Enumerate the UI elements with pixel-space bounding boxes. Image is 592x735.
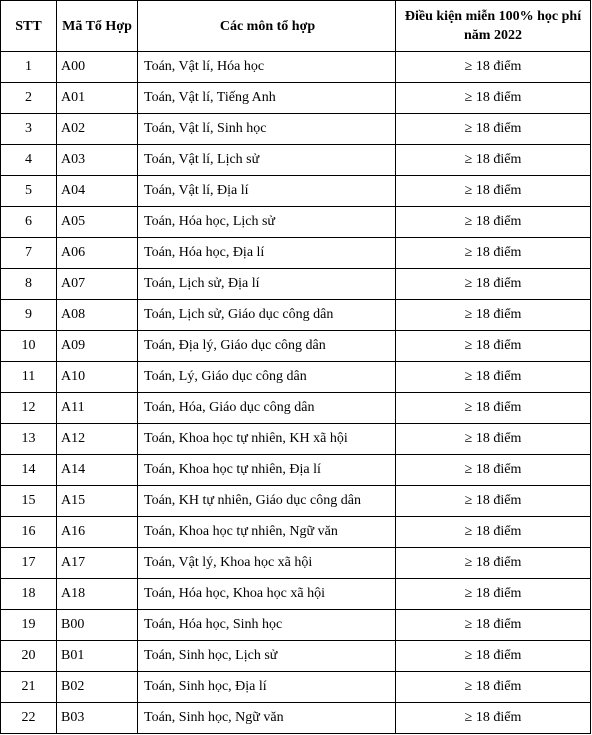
table-row [1, 114, 591, 145]
cell-subjects: Toán, Hóa học, Khoa học xã hội [138, 579, 396, 610]
header-subjects: Các môn tổ hợp [138, 1, 396, 52]
cell-condition: ≥ 18 điểm [396, 703, 591, 734]
cell-subjects: Toán, Lịch sử, Giáo dục công dân [138, 300, 396, 331]
cell-condition: ≥ 18 điểm [396, 393, 591, 424]
cell-stt: 21 [1, 672, 57, 703]
cell-stt: 7 [1, 238, 57, 269]
cell-code: A03 [57, 145, 138, 176]
cell-subjects: Toán, Vật lí, Sinh học [138, 114, 396, 145]
cell-condition: ≥ 18 điểm [396, 579, 591, 610]
cell-code: A04 [57, 176, 138, 207]
cell-condition: ≥ 18 điểm [396, 176, 591, 207]
header-code: Mã Tổ Hợp [57, 1, 138, 52]
table-row [1, 331, 591, 362]
table-row [1, 703, 591, 734]
table-row [1, 393, 591, 424]
cell-code: A08 [57, 300, 138, 331]
cell-subjects: Toán, Hóa học, Lịch sử [138, 207, 396, 238]
cell-condition: ≥ 18 điểm [396, 424, 591, 455]
header-stt: STT [1, 1, 57, 52]
cell-subjects: Toán, Sinh học, Lịch sử [138, 641, 396, 672]
cell-stt: 15 [1, 486, 57, 517]
table-row [1, 548, 591, 579]
cell-stt: 10 [1, 331, 57, 362]
cell-stt: 6 [1, 207, 57, 238]
table-row [1, 207, 591, 238]
cell-subjects: Toán, Hóa, Giáo dục công dân [138, 393, 396, 424]
cell-condition: ≥ 18 điểm [396, 672, 591, 703]
cell-subjects: Toán, KH tự nhiên, Giáo dục công dân [138, 486, 396, 517]
cell-stt: 8 [1, 269, 57, 300]
cell-stt: 3 [1, 114, 57, 145]
table-row [1, 610, 591, 641]
table-row [1, 52, 591, 83]
cell-condition: ≥ 18 điểm [396, 83, 591, 114]
cell-code: A15 [57, 486, 138, 517]
cell-stt: 5 [1, 176, 57, 207]
cell-condition: ≥ 18 điểm [396, 114, 591, 145]
cell-stt: 4 [1, 145, 57, 176]
cell-code: A05 [57, 207, 138, 238]
cell-stt: 16 [1, 517, 57, 548]
cell-stt: 14 [1, 455, 57, 486]
table-row [1, 517, 591, 548]
cell-stt: 2 [1, 83, 57, 114]
cell-code: B00 [57, 610, 138, 641]
cell-condition: ≥ 18 điểm [396, 269, 591, 300]
cell-subjects: Toán, Khoa học tự nhiên, Ngữ văn [138, 517, 396, 548]
cell-subjects: Toán, Hóa học, Địa lí [138, 238, 396, 269]
table-row [1, 238, 591, 269]
cell-condition: ≥ 18 điểm [396, 517, 591, 548]
cell-condition: ≥ 18 điểm [396, 486, 591, 517]
cell-code: A09 [57, 331, 138, 362]
cell-code: A00 [57, 52, 138, 83]
cell-stt: 19 [1, 610, 57, 641]
table-body [1, 52, 591, 734]
cell-code: A17 [57, 548, 138, 579]
table-row [1, 300, 591, 331]
cell-code: B02 [57, 672, 138, 703]
cell-code: A11 [57, 393, 138, 424]
cell-subjects: Toán, Sinh học, Ngữ văn [138, 703, 396, 734]
cell-subjects: Toán, Vật lí, Hóa học [138, 52, 396, 83]
cell-condition: ≥ 18 điểm [396, 207, 591, 238]
cell-subjects: Toán, Vật lí, Địa lí [138, 176, 396, 207]
cell-condition: ≥ 18 điểm [396, 238, 591, 269]
table-row [1, 641, 591, 672]
cell-condition: ≥ 18 điểm [396, 331, 591, 362]
cell-stt: 20 [1, 641, 57, 672]
cell-subjects: Toán, Khoa học tự nhiên, KH xã hội [138, 424, 396, 455]
cell-code: A06 [57, 238, 138, 269]
cell-code: B01 [57, 641, 138, 672]
cell-code: B03 [57, 703, 138, 734]
table-row [1, 176, 591, 207]
cell-subjects: Toán, Vật lí, Lịch sử [138, 145, 396, 176]
cell-code: A02 [57, 114, 138, 145]
cell-condition: ≥ 18 điểm [396, 455, 591, 486]
cell-stt: 22 [1, 703, 57, 734]
cell-code: A01 [57, 83, 138, 114]
header-condition: Điều kiện miễn 100% học phí năm 2022 [396, 1, 591, 52]
cell-subjects: Toán, Vật lý, Khoa học xã hội [138, 548, 396, 579]
cell-code: A10 [57, 362, 138, 393]
cell-stt: 1 [1, 52, 57, 83]
cell-stt: 13 [1, 424, 57, 455]
table-row [1, 362, 591, 393]
table-header-row [1, 1, 591, 52]
table-row [1, 672, 591, 703]
cell-subjects: Toán, Khoa học tự nhiên, Địa lí [138, 455, 396, 486]
cell-condition: ≥ 18 điểm [396, 362, 591, 393]
table-row [1, 455, 591, 486]
cell-code: A14 [57, 455, 138, 486]
cell-code: A16 [57, 517, 138, 548]
cell-stt: 9 [1, 300, 57, 331]
table-row [1, 579, 591, 610]
cell-subjects: Toán, Vật lí, Tiếng Anh [138, 83, 396, 114]
cell-subjects: Toán, Lý, Giáo dục công dân [138, 362, 396, 393]
cell-code: A07 [57, 269, 138, 300]
cell-condition: ≥ 18 điểm [396, 548, 591, 579]
cell-code: A12 [57, 424, 138, 455]
table-row [1, 145, 591, 176]
cell-stt: 18 [1, 579, 57, 610]
cell-code: A18 [57, 579, 138, 610]
cell-subjects: Toán, Địa lý, Giáo dục công dân [138, 331, 396, 362]
table-row [1, 486, 591, 517]
cell-subjects: Toán, Sinh học, Địa lí [138, 672, 396, 703]
table-row [1, 424, 591, 455]
cell-subjects: Toán, Hóa học, Sinh học [138, 610, 396, 641]
cell-condition: ≥ 18 điểm [396, 641, 591, 672]
table-row [1, 269, 591, 300]
cell-stt: 12 [1, 393, 57, 424]
table-row [1, 83, 591, 114]
cell-condition: ≥ 18 điểm [396, 145, 591, 176]
cell-condition: ≥ 18 điểm [396, 52, 591, 83]
cell-subjects: Toán, Lịch sử, Địa lí [138, 269, 396, 300]
cell-stt: 11 [1, 362, 57, 393]
cell-condition: ≥ 18 điểm [396, 300, 591, 331]
cell-condition: ≥ 18 điểm [396, 610, 591, 641]
cell-stt: 17 [1, 548, 57, 579]
